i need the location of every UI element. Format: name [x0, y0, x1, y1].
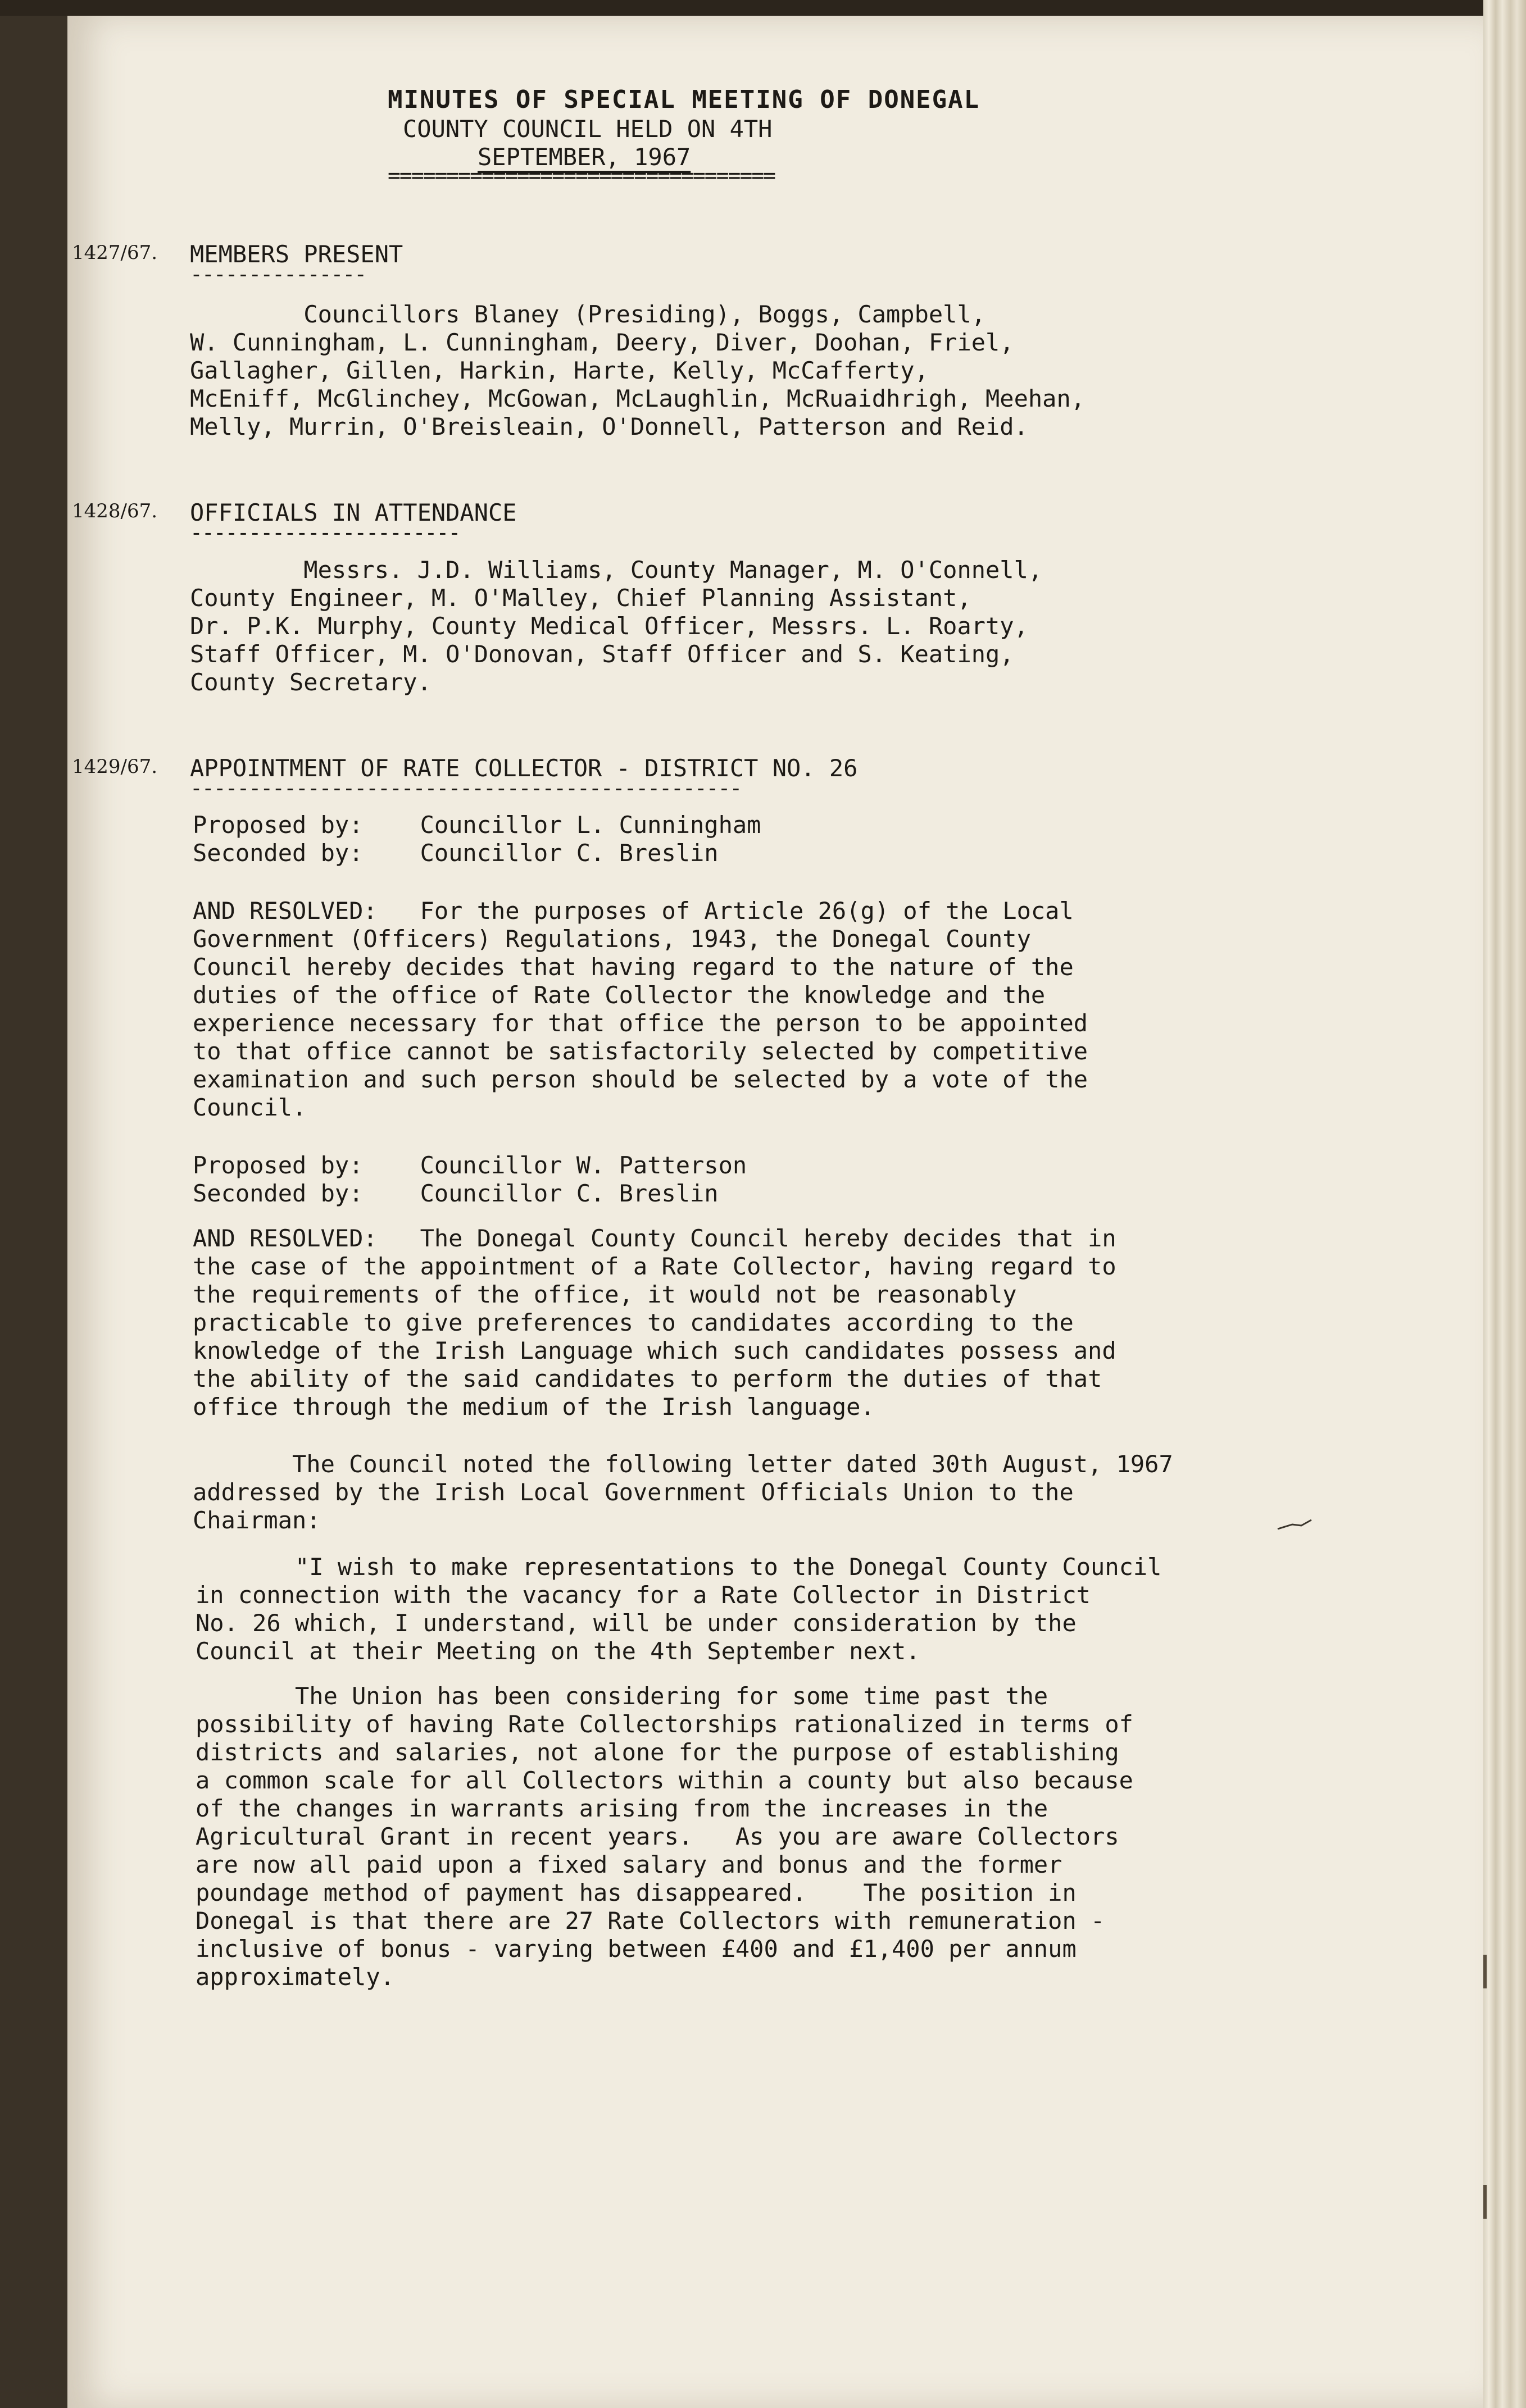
resolution-line: duties of the office of Rate Collector the knowledge and the: [193, 981, 1046, 1009]
resolution-line: practicable to give preferences to candidates according to the: [193, 1309, 1074, 1336]
minutes-title-line-2: COUNTY COUNCIL HELD ON 4TH: [403, 115, 773, 143]
members-line: Councillors Blaney (Presiding), Boggs, Campbell,: [190, 301, 986, 328]
letter-line: poundage method of payment has disappeared. The position in: [196, 1879, 1077, 1906]
letter-line: possibility of having Rate Collectorships rationalized in terms of: [196, 1710, 1133, 1738]
council-note-line: The Council noted the following letter dated 30th August, 1967: [193, 1450, 1173, 1478]
members-line: Gallagher, Gillen, Harkin, Harte, Kelly, McCafferty,: [190, 357, 929, 384]
letter-line: Council at their Meeting on the 4th September next.: [196, 1637, 920, 1665]
officials-line: County Secretary.: [190, 668, 432, 696]
resolution-line: the ability of the said candidates to perform the duties of that: [193, 1365, 1102, 1392]
resolution-line: examination and such person should be selected by a vote of the: [193, 1066, 1088, 1093]
minutes-title-line-1: MINUTES OF SPECIAL MEETING OF DONEGAL: [388, 85, 980, 114]
officials-line: Dr. P.K. Murphy, County Medical Officer, Messrs. L. Roarty,: [190, 612, 1028, 640]
resolution-line: Council hereby decides that having regard to the nature of the: [193, 953, 1074, 981]
officials-line: County Engineer, M. O'Malley, Chief Planning Assistant,: [190, 584, 971, 612]
page-edge-mark: [1483, 1955, 1487, 1988]
resolution-line: Government (Officers) Regulations, 1943, the Donegal County: [193, 925, 1031, 953]
minutes-title-line-3: SEPTEMBER, 1967: [478, 143, 691, 171]
page-edge-mark: [1483, 2185, 1487, 2219]
section-heading: APPOINTMENT OF RATE COLLECTOR - DISTRICT NO. 26: [190, 754, 858, 782]
resolution-line: the case of the appointment of a Rate Collector, having regard to: [193, 1253, 1116, 1280]
resolution-line: AND RESOLVED: The Donegal County Council hereby decides that in: [193, 1225, 1116, 1252]
letter-line: are now all paid upon a fixed salary and bonus and the former: [196, 1851, 1062, 1878]
section-heading-rule: -----------------------: [190, 520, 460, 545]
resolution-line: office through the medium of the Irish language.: [193, 1393, 875, 1421]
minute-number: 1428/67.: [72, 500, 158, 522]
pencil-mark: [1275, 1517, 1315, 1533]
seconded-by: Seconded by: Councillor C. Breslin: [193, 1180, 719, 1207]
letter-line: "I wish to make representations to the Donegal County Council: [196, 1553, 1162, 1581]
letter-line: inclusive of bonus - varying between £400 and £1,400 per annum: [196, 1935, 1077, 1963]
section-heading: MEMBERS PRESENT: [190, 240, 403, 268]
proposed-by: Proposed by: Councillor L. Cunningham: [193, 811, 761, 839]
council-note-line: Chairman:: [193, 1506, 321, 1534]
letter-line: No. 26 which, I understand, will be under consideration by the: [196, 1609, 1077, 1637]
minute-number: 1427/67.: [72, 242, 158, 264]
resolution-line: to that office cannot be satisfactorily selected by competitive: [193, 1037, 1088, 1065]
seconded-by: Seconded by: Councillor C. Breslin: [193, 839, 719, 867]
section-heading: OFFICIALS IN ATTENDANCE: [190, 499, 517, 526]
minute-number: 1429/67.: [72, 755, 158, 778]
letter-line: a common scale for all Collectors within a county but also because: [196, 1767, 1133, 1794]
resolution-line: the requirements of the office, it would not be reasonably: [193, 1281, 1017, 1308]
resolution-line: AND RESOLVED: For the purposes of Article 26(g) of the Local: [193, 897, 1074, 925]
letter-line: Agricultural Grant in recent years. As you are aware Collectors: [196, 1823, 1119, 1850]
members-line: Melly, Murrin, O'Breisleain, O'Donnell, Patterson and Reid.: [190, 413, 1028, 440]
members-line: McEniff, McGlinchey, McGowan, McLaughlin, McRuaidhrigh, Meehan,: [190, 385, 1086, 412]
title-rule: =================================: [388, 163, 775, 188]
scan-top-border: [0, 0, 1526, 16]
letter-line: Donegal is that there are 27 Rate Collectors with remuneration -: [196, 1907, 1105, 1934]
letter-line: The Union has been considering for some time past the: [196, 1682, 1048, 1710]
officials-line: Messrs. J.D. Williams, County Manager, M. O'Connell,: [190, 556, 1043, 584]
officials-line: Staff Officer, M. O'Donovan, Staff Officer and S. Keating,: [190, 640, 1014, 668]
resolution-line: Council.: [193, 1094, 307, 1121]
letter-line: of the changes in warrants arising from the increases in the: [196, 1795, 1048, 1822]
letter-line: districts and salaries, not alone for the purpose of establishing: [196, 1738, 1119, 1766]
resolution-line: experience necessary for that office the person to be appointed: [193, 1009, 1088, 1037]
members-line: W. Cunningham, L. Cunningham, Deery, Diver, Doohan, Friel,: [190, 329, 1014, 356]
letter-line: approximately.: [196, 1963, 395, 1991]
section-heading-rule: -----------------------------------------------: [190, 776, 742, 800]
page-stack-edge: [1483, 0, 1526, 2408]
proposed-by: Proposed by: Councillor W. Patterson: [193, 1151, 747, 1179]
section-heading-rule: ---------------: [190, 262, 366, 286]
resolution-line: knowledge of the Irish Language which such candidates possess and: [193, 1337, 1116, 1364]
letter-line: in connection with the vacancy for a Rate Collector in District: [196, 1581, 1091, 1609]
council-note-line: addressed by the Irish Local Government Officials Union to the: [193, 1478, 1074, 1506]
